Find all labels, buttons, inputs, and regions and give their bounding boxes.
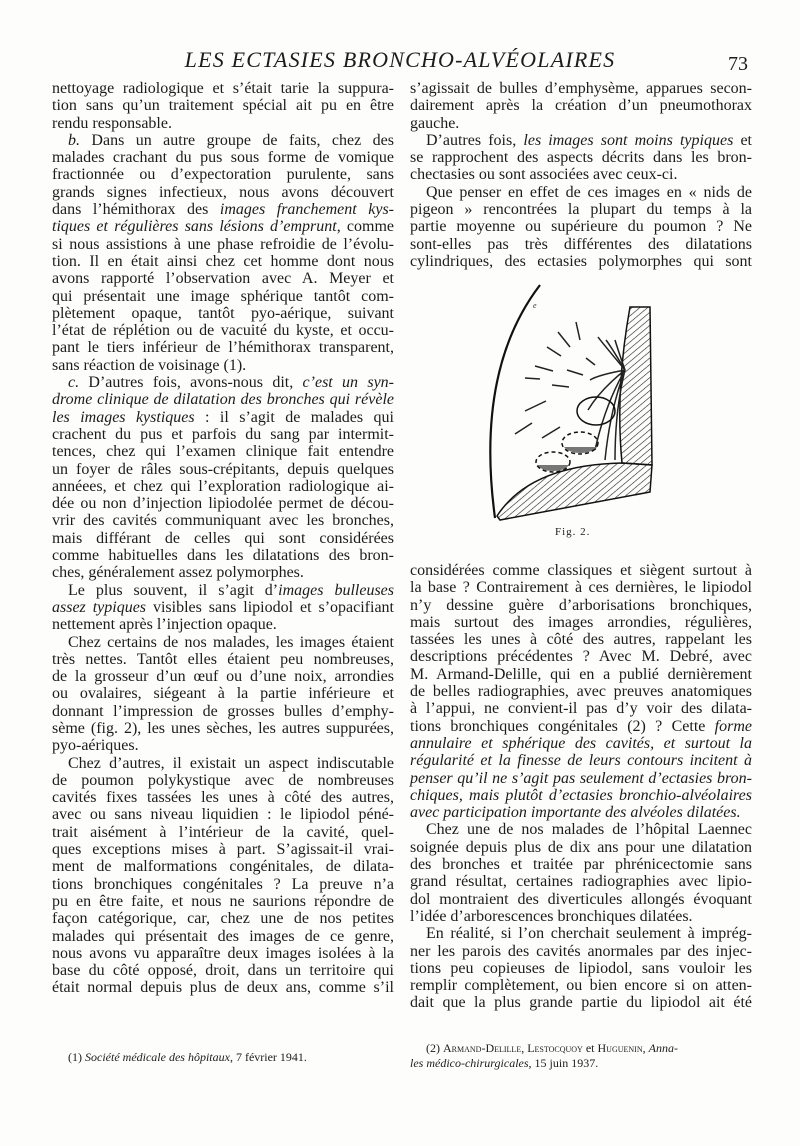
text-segment: tions bronchiques congénitales (2) ? Cette [410,717,715,735]
text-line: Chez d’autres, il existait un aspect indiscutable [68,754,394,772]
text-segment: : il s’agit de malades qui [194,408,395,426]
italic-text: assez typiques [52,598,147,616]
italic-text: régularité et la finesse de leurs contours incitent à [410,752,752,770]
text-line: nettoyage radiologique et s’était tarie la suppura- [52,80,394,97]
text-line: l’idée d’arborescences bronchiques dilatées. [410,907,693,925]
text-line: crachent du pus et parfois du sang par intermit- [52,425,394,443]
text-line: ner les parois des cavités anormales par des injec- [410,942,752,960]
text-line: de belles radiographies, avec preuves anatomiques [410,683,752,701]
text-line [410,718,752,735]
text-line: mais différant de celles qui sont considérées [52,529,394,547]
text-line [410,752,752,769]
text-line: plètement opaque, tantôt pyo-aérique, suivant [52,304,394,322]
text-line [52,132,394,149]
text-line: si nous assistions à une phase refroidie de l’évolu- [52,235,394,253]
text-line: dait que la plus grande partie du lipiodol ait été [410,994,752,1012]
text-segment: visibles sans lipiodol et s’opacifiant [146,598,395,616]
text-line: rendu responsable. [52,114,172,132]
text-line: dairement après la création d’un pneumothorax [410,97,752,115]
text-line: considérées comme classiques et siègent surtout à [410,562,752,579]
left-column [52,80,394,997]
text-segment: , comme [336,218,394,236]
text-line: façon catégorique, car, chez une de nos petites [52,910,394,928]
italic-text: les images sont moins typiques [523,131,734,149]
text-line: soignée depuis plus de dix ans pour une dilatation [410,838,752,856]
text-segment: et [733,131,753,149]
footnote-authors: Armand-Delille, Lestocquoy [443,1041,583,1055]
text-line: sans réaction de voisinage (1). [52,356,247,374]
italic-text: penser qu’il ne s’agit pas seulement d’ectasies bron- [410,769,752,787]
italic-text: drome clinique de dilatation des bronches qui révèle [52,391,394,409]
text-line: partie moyenne ou supérieure du poumon ? Ne [410,218,752,236]
text-line: dol montraient des diverticules allongés évoquant [410,890,752,908]
italic-text: chiques, mais plutôt d’ectasies bronchio-alvéolaires [410,786,752,804]
footnote-number: (2) [426,1041,443,1055]
text-line: Que penser en effet de ces images en « nids de [426,183,752,201]
text-line: de la grosseur d’un œuf ou d’une noix, arrondies [52,668,394,686]
text-line: remplir complètement, ou bien encore si on atten- [410,977,752,995]
footnote-number: (1) [68,1050,85,1064]
text-line: tion sans qu’un traitement spécial ait pu en être [52,97,394,115]
text-line: pyo-aériques. [52,737,139,755]
footnote-source: Société médicale des hôpitaux [85,1050,230,1064]
text-line: cylindriques, des ectasies polymorphes qui sont [410,252,752,270]
text-line: avons rapporté l’observation avec A. Meyer et [52,270,394,288]
text-line: tions peu copieuses de lipiodol, sans vouloir les [410,959,752,977]
text-line [410,132,752,149]
text-line: cavités fixes tassées les unes à côté des autres, [52,789,394,807]
text-line: tions bronchiques congénitales ? La preuve n’a [52,875,394,893]
italic-text: images bulleuses [278,581,395,599]
text-line: tassées les unes à côté des autres, rappelant les [410,631,752,649]
text-line: ment de malformations congénitales, de dilata- [52,858,394,876]
text-line: pant le tiers inférieur de l’hémithorax transparent, [52,339,394,357]
text-line [410,787,752,804]
italic-text: avec participation importante des alvéoles dilatées. [410,804,741,822]
text-line: grands signes infectieux, nous avons découvert [52,183,394,201]
text-line: nettement après l’injection opaque. [52,616,277,634]
text-line: malades qui présentait des images de ce genre, [52,927,394,945]
text-line: comme habituelles dans les dilatations des bron- [52,547,394,565]
footnote-1 [68,1050,307,1065]
text-line: malades crachant du pus sous forme de vomique [52,149,394,167]
text-segment: dans l’hémithorax des [52,201,220,219]
text-line [52,374,394,391]
text-line: de poumon polykystique avec de nombreuses [52,771,394,789]
text-line [52,599,394,616]
italic-text: c’est un syn- [302,374,395,392]
text-line: n’y dessine guère d’arborisations bronchiques, [410,596,752,614]
italic-text: b. [68,131,80,149]
text-line: s’agissait de bulles d’emphysème, apparues secon- [410,80,752,97]
text-line: à l’appui, ne convient-il pas d’y voir des dilata- [410,700,752,718]
italic-text: tiques et régulières sans lésions d’emprunt [52,218,337,236]
page-number: 73 [728,53,748,75]
text-line: très nettes. Tantôt elles étaient peu nombreuses, [52,650,394,668]
bronchial-markings [515,322,625,460]
text-line: nous avons vu apparaître deux images isolées à la [52,944,394,962]
text-line: chectasies ou sont associées avec ceux-ci. [410,166,678,184]
text-line: tences, chez qui l’examen clinique fait entendre [52,443,394,461]
text-line [52,201,394,218]
text-line: sème (fig. 2), les unes sèches, les autres suppurées, [52,719,394,737]
text-line [52,391,394,408]
text-line: un foyer de râles sous-crépitants, depuis quelques [52,460,394,478]
text-line: des bronches et traitée par phrénicectomie sans [410,856,752,874]
text-line: la base ? Contrairement à ces dernières, le lipiodol [410,579,752,597]
text-line: pigeon » rencontrées la plupart du temps à la [410,201,752,219]
italic-text: les images kystiques [52,408,195,426]
right-column-bottom [410,562,752,1012]
text-segment: D’autres fois, avons-nous dit, [79,374,303,392]
text-line: ches, généralement assez polymorphes. [52,564,304,582]
footnote-date: , 7 février 1941. [229,1050,307,1064]
text-segment: Dans un autre groupe de faits, chez des [80,131,394,149]
text-line [410,804,752,821]
text-line [410,770,752,787]
text-line: annéees, et chez qui l’exploration radiologique ai- [52,477,394,495]
right-column-top [410,80,752,270]
footnote-date: , 15 juin 1937. [528,1056,599,1070]
cyst-solid [577,397,615,425]
figure-label: e [533,301,537,310]
mediastinum-hatch [620,307,652,465]
text-line: ou ovalaires, siégeant à la partie inférieure et [52,685,394,703]
text-line: pu en être faite, et nous ne saurions répondre de [52,892,394,910]
text-line: vrir des cavités communiquant avec les bronches, [52,512,394,530]
text-line: avec ou sans niveau liquidien : le lipiodol péné- [52,806,394,824]
text-line: était normal depuis plus de deux ans, comme s’il [52,979,394,997]
text-line: qui présentait une image sphérique tantôt com- [52,287,394,305]
text-line: En réalité, si l’on cherchait seulement à imprég- [426,925,752,943]
text-line: l’état de réplétion ou de vacuité du kyste, et occu- [52,322,394,340]
text-line: grand résultat, certaines radiographies avec lipio- [410,873,752,891]
text-segment: D’autres fois, [426,131,524,149]
text-line: sont-elles pas très différentes des dilatations [410,235,752,253]
text-line [52,582,394,599]
text-line: mais surtout des images arrondies, régulières, [410,613,752,631]
text-line: M. Armand-Delille, qui en a publié dernièrement [410,665,752,683]
italic-text: images franchement kys- [219,201,395,219]
text-line: tion. Il en était ainsi chez cet homme dont nous [52,252,394,270]
text-line: trait aisément à l’intérieur de la cavité, quel- [52,823,394,841]
footnote-2 [410,1041,760,1071]
text-line: Chez certains de nos malades, les images étaient [68,633,394,651]
footnote-separator: , [642,1041,649,1055]
text-line: gauche. [410,114,460,132]
text-line: base du côté opposé, droit, dans un territoire qui [52,962,394,980]
footnote-journal: les médico-chirurgicales [410,1056,529,1070]
figure-2-lung-drawing [470,280,670,525]
running-header: LES ECTASIES BRONCHO-ALVÉOLAIRES [184,47,616,72]
text-line [410,735,752,752]
footnote-conjunction: et [582,1041,598,1055]
italic-text: annulaire et sphérique des cavités, et surtout la [410,734,752,752]
italic-text: forme [714,717,752,735]
text-segment: Le plus souvent, il s’agit d’ [68,581,279,599]
diaphragm-hatch [497,463,652,520]
text-line: descriptions précédentes ? Avec M. Debré, avec [410,648,752,666]
text-line: donnant l’impression de grosses bulles d’emphy- [52,702,394,720]
italic-text: c. [68,374,80,392]
footnote-author: Huguenin [597,1041,643,1055]
figure-caption: Fig. 2. [555,526,591,538]
text-line [52,218,394,235]
text-line: dée ou non d’injection lipiodolée permet de décou- [52,495,394,513]
text-line: fractionnée ou d’expectoration purulente, sans [52,166,394,184]
text-line: Chez une de nos malades de l’hôpital Laennec [426,821,752,839]
text-line: ques exceptions mises à part. S’agissait-il vrai- [52,841,394,859]
footnote-journal: Anna- [648,1041,678,1055]
text-line [52,409,394,426]
text-line: se rapprochent des aspects décrits dans les bron- [410,149,752,167]
